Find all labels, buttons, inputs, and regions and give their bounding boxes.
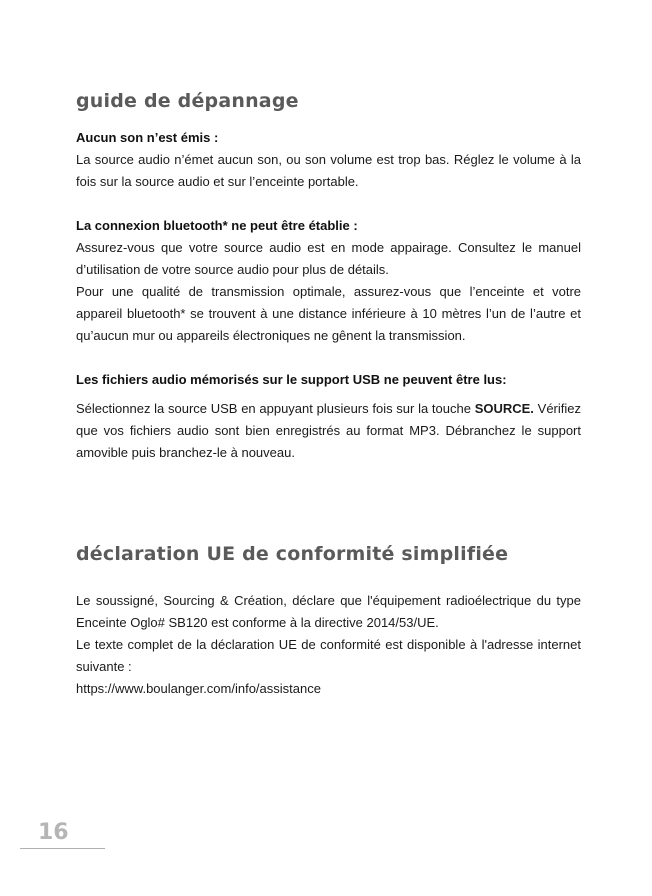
no-sound-heading: Aucun son n’est émis : [76, 130, 219, 145]
usb-text-part-1: Sélectionnez la source USB en appuyant plusieurs fois sur la touche [76, 401, 475, 416]
usb-heading: Les fichiers audio mémorisés sur le support USB ne peuvent être lus: [76, 372, 507, 387]
bluetooth-text-1: Assurez-vous que votre source audio est en mode appairage. Consultez le manuel d’utilisation de votre source audio pour plus de détails. [76, 240, 581, 277]
declaration-url: https://www.boulanger.com/info/assistance [76, 681, 321, 696]
declaration-text-1: Le soussigné, Sourcing & Création, déclare que l'équipement radioélectrique du type Enceinte Oglo# SB120 est conforme à la directive 2014/53/UE. [76, 593, 581, 630]
footer-rule [20, 848, 105, 849]
bluetooth-heading: La connexion bluetooth* ne peut être établie : [76, 218, 358, 233]
usb-text-part-2: Vérifiez que vos fichiers audio sont bien enregistrés au format MP3. Débranchez le support amovible puis branchez-le à nouveau. [76, 401, 581, 460]
usb-section [76, 369, 581, 464]
page-number: 16 [38, 820, 69, 845]
bluetooth-section [76, 215, 581, 347]
usb-text [76, 398, 581, 464]
declaration-section [76, 590, 581, 700]
source-key-label: SOURCE. [474, 401, 534, 416]
declaration-title: déclaration UE de conformité simplifiée [76, 543, 509, 565]
bluetooth-text-2: Pour une qualité de transmission optimale, assurez-vous que l’enceinte et votre appareil bluetooth* se trouvent à une distance inférieure à 10 mètres l’un de l’autre et qu’aucun mur ou appareils électroniques ne gênent la transmission. [76, 284, 581, 343]
no-sound-section [76, 127, 581, 193]
declaration-text-2: Le texte complet de la déclaration UE de conformité est disponible à l'adresse internet suivante : [76, 637, 581, 674]
troubleshooting-title: guide de dépannage [76, 90, 299, 112]
no-sound-text: La source audio n’émet aucun son, ou son volume est trop bas. Réglez le volume à la fois sur la source audio et sur l’enceinte portable. [76, 152, 581, 189]
